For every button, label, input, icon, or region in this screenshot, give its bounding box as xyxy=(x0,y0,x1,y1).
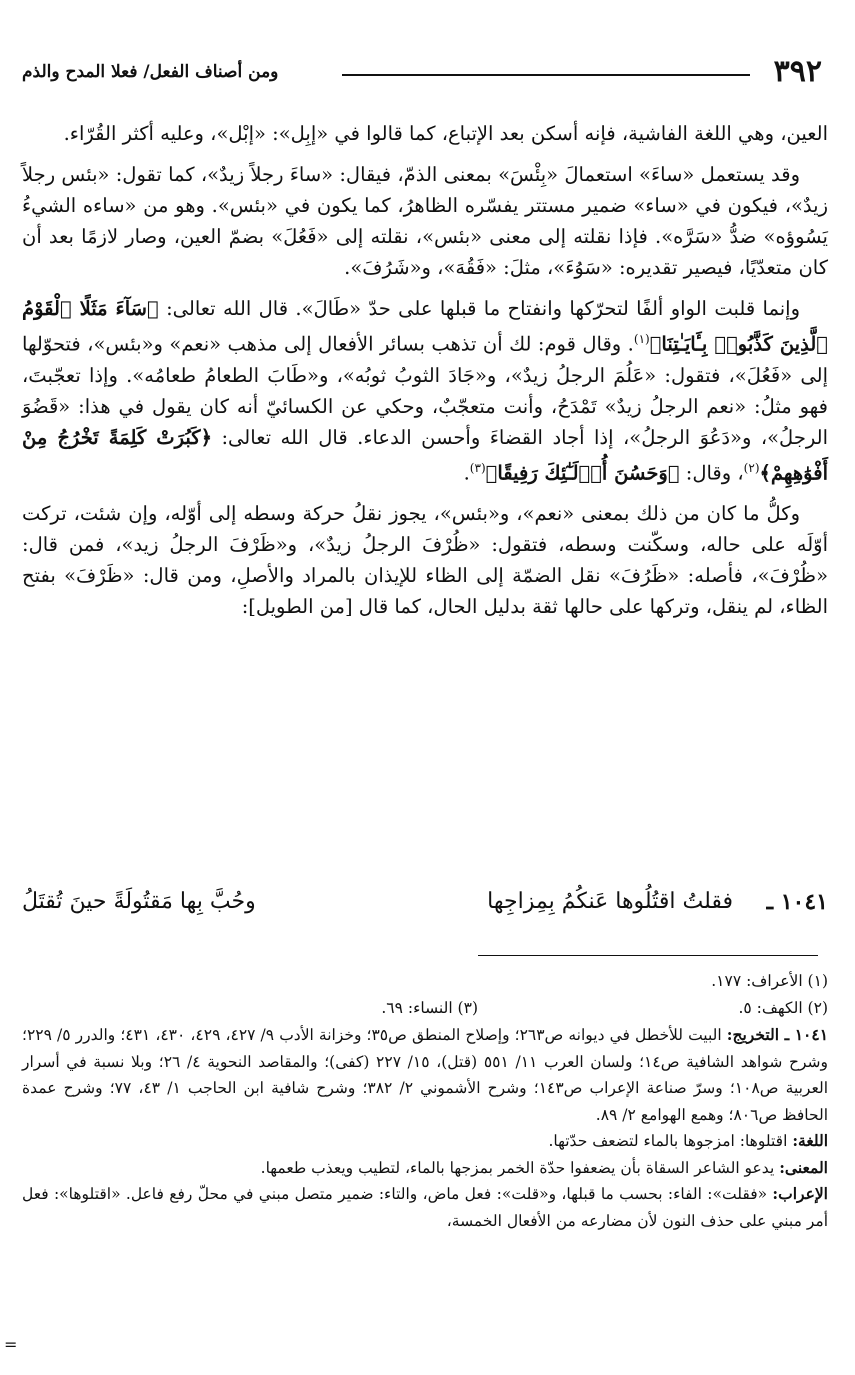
quran-verse-2: ﴿كَبُرَتْ كَلِمَةً تَخْرُجُ مِنْ أَفْوَٰهِهِمْ﴾ xyxy=(22,425,828,484)
paragraph-2: وقد يستعمل «ساءَ» استعمالَ «بِئْسَ» بمعنى الذمّ، فيقال: «ساءَ رجلاً زيدٌ»، كما تقول: «بئس رجلاً زيدٌ»، فيكون في «ساء» ضمير مستتر يفسّره الظاهرُ، كما يكون في «بئس». وهو من «ساءه الشيءُ يَسُوؤه» ضدُّ «سَرَّه». فإذا نقلته إلى معنى «بئس»، نقلته إلى «فَعُلَ» بضمّ العين، وصار لازمًا بعد أن كان متعدّيًا، فيصير تقديره: «سَوُءَ»، مثلَ: «فَقُهَ»، و«شَرُفَ». xyxy=(22,163,828,279)
quran-verse-1: ﴿سَآءَ مَثَلًا ٱلْقَوْمُ ٱلَّذِينَ كَذَّبُوا۟ بِـَٔايَـٰتِنَا﴾ xyxy=(22,297,828,356)
paragraph-3-part-d: . xyxy=(463,461,470,484)
takhrij-text: البيت للأخطل في ديوانه ص٢٦٣؛ وإصلاح المنطق ص٣٥؛ وخزانة الأدب ٩/ ٤٢٧، ٤٢٩، ٤٣٠، ٤٣١؛ والدرر ٥/ ٢٢٩؛ وشرح شواهد الشافية ص١٤؛ ولسان العرب ١١/ ٥٥١ (قتل)، ١٥/ ٢٢٧ (كفى)؛ والمقاصد النحوية ٤/ ٢٦؛ وبلا نسبة في أسرار العربية ص١٠٨؛ وسرّ صناعة الإعراب ص١٤٣؛ وشرح الأشموني ٢/ ٣٨٢؛ وشرح شافية ابن الحاجب ١/ ٤٣، ٧٧؛ وشرح عمدة الحافظ ص٨٠٦؛ وهمع الهوامع ٢/ ٨٩. xyxy=(22,1026,829,1124)
page-header xyxy=(22,52,822,92)
mana-label: المعنى: xyxy=(779,1157,828,1177)
footnote-ref-3: (٣) xyxy=(469,460,486,475)
mana-text: يدعو الشاعر السقاة بأن يضعفوا حدّة الخمر بمزجها بالماء، لتطيب ويعذب طعمها. xyxy=(260,1158,775,1177)
takhrij-label: ١٠٤١ ـ التخريج: xyxy=(726,1025,829,1044)
poem-hemistich-2: وحُبَّ بِها مَقتُولَةً حينَ تُقتَلُ xyxy=(22,889,256,914)
lugha-label: اللغة: xyxy=(792,1131,828,1150)
mana-note xyxy=(22,1155,828,1182)
continuation-mark: = xyxy=(4,1335,18,1354)
paragraph-3 xyxy=(22,293,828,488)
poem-number: ١٠٤١ ـ xyxy=(766,889,828,915)
poem-hemistich-1: فقلتُ اقتُلُوها عَنكُمُ بِمِزاجِها xyxy=(487,889,733,914)
page-number: ٣٩٢ xyxy=(773,54,822,89)
footnote-1: (١) الأعراف: ١٧٧. xyxy=(711,972,828,990)
footnote-3: (٣) النساء: ٦٩. xyxy=(381,999,478,1017)
irab-label: الإعراب: xyxy=(772,1184,828,1203)
header-rule xyxy=(342,74,750,76)
paragraph-3-part-c: ، وقال: xyxy=(685,461,744,484)
main-text xyxy=(22,118,828,622)
footnote-2: (٢) الكهف: ٥. xyxy=(738,999,828,1017)
paragraph-3-part-b: . وقال قوم: لك أن تذهب بسائر الأفعال إلى مذهب «نعم» و«بئس»، فتحوّلها إلى «فَعُلَ»، فتقول: «عَلُمَ الرجلُ زيدٌ»، و«جَادَ الثوبُ ثوبُه»، و«طَابَ الطعامُ طعامُه». وإذا تعجّبتَ، فهو مثلُ: «نعم الرجلُ زيدٌ» تَمْدَحُ، وأنت متعجّبٌ، وحكي عن الكسائيّ أنه كان يقول في هذا: «قَضُوَ الرجلُ»، و«دَعُوَ الرجلُ»، إذا أجاد القضاءَ وأحسن الدعاء. قال الله تعالى: xyxy=(22,332,828,449)
footnote-separator xyxy=(478,955,818,956)
takhrij-note xyxy=(22,1022,828,1128)
quran-verse-3: ﴿وَحَسُنَ أُو۟لَـٰٓئِكَ رَفِيقًا﴾ xyxy=(485,461,680,484)
paragraph-1: العين، وهي اللغة الفاشية، فإنه أسكن بعد الإتباع، كما قالوا في «إبِل»: «إبْل»، وعليه أكثر القُرّاء. xyxy=(63,122,828,145)
footnotes xyxy=(22,968,828,1234)
lugha-note xyxy=(22,1128,828,1155)
poem-verse xyxy=(22,880,828,924)
footnote-ref-2: (٢) xyxy=(743,460,760,475)
lugha-text: اقتلوها: امزجوها بالماء لتضعف حدّتها. xyxy=(548,1132,788,1150)
irab-note xyxy=(22,1181,828,1234)
paragraph-3-part-a: وإنما قلبت الواو ألفًا لتحرّكها وانفتاح ما قبلها على حدّ «طَالَ». قال الله تعالى: xyxy=(166,297,800,320)
paragraph-4: وكلُّ ما كان من ذلك بمعنى «نعم»، و«بئس»، يجوز نقلُ حركة وسطه إلى أوّله، وإن شئت، تركت أوّلَه على حاله، وسكّنت وسطه، فتقول: «ظُرْفَ الرجلُ زيدٌ»، و«ظَرْفَ الرجلُ زيد»، فمن قال: «ظُرْفَ»، فأصله: «ظَرُفَ» نقل الضمّة إلى الظاء للإيذان بالمراد والأصلِ، ومن قال: «ظَرْفَ» بفتح الظاء، لم ينقل، وتركها على حالها ثقة بدليل الحال، كما قال [من الطويل]: xyxy=(22,502,828,618)
footnote-ref-1: (١) xyxy=(633,332,650,346)
irab-text: «فقلت»: الفاء: بحسب ما قبلها، و«قلت»: فعل ماض، والتاء: ضمير متصل مبني في محلّ رفع فاعل. «اقتلوها»: فعل أمر مبني على حذف النون لأن مضارعه من الأفعال الخمسة، xyxy=(22,1185,828,1230)
running-title: ومن أصناف الفعل/ فعلا المدح والذم xyxy=(22,62,279,82)
